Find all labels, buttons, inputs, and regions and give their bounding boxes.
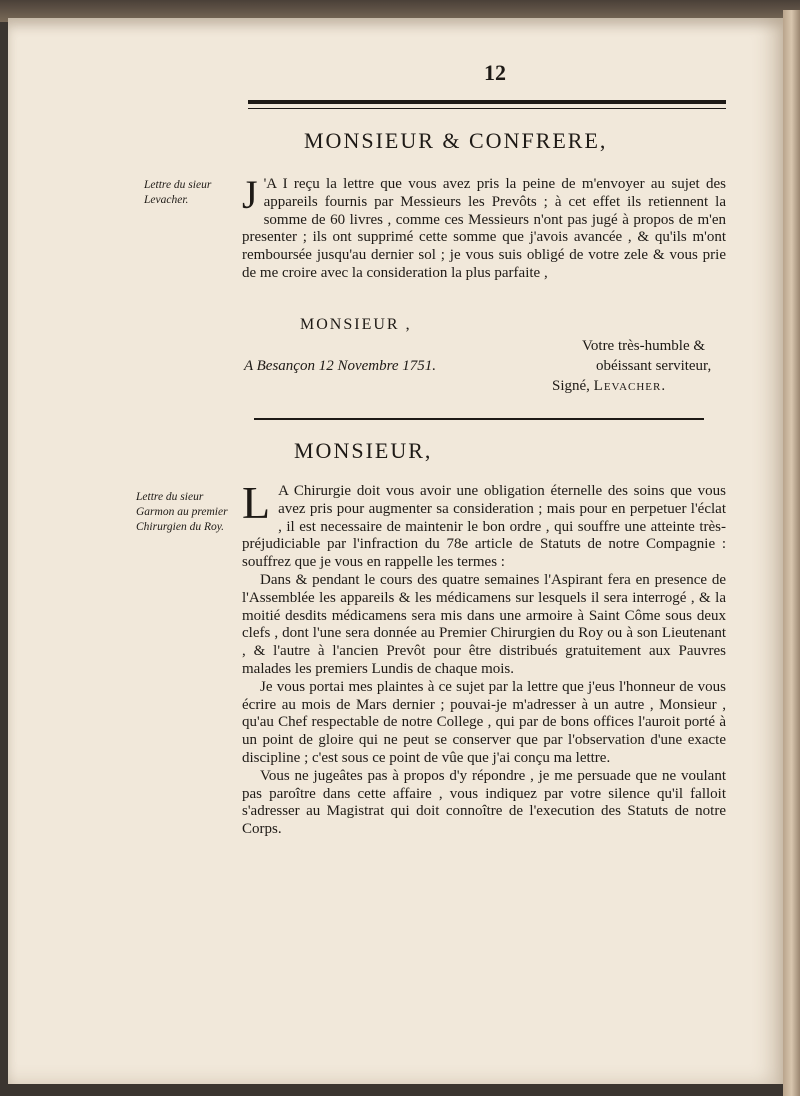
letter2-para-1 xyxy=(242,477,726,572)
page-number: 12 xyxy=(484,60,506,85)
signed-prefix: Signé, xyxy=(552,378,590,394)
letter2-para-2: Dans & pendant le cours des quatre semaines l'Aspirant fera en presence de l'Assemblée les appareils & les médicamens sur lesquels il sera interrogé , & la moitié desdits médicamens sera mis dans une armoire à Saint Côme sous deux clefs , dont l'une sera donnée au Premier Chirurgien du Roy ou à son Lieutenant , & l'autre à l'ancien Prevôt pour être distribués gratuitement aux Pauvres malades les premiers Lundis de chaque mois. xyxy=(242,571,726,677)
letter1-text: 'A I reçu la lettre que vous avez pris la peine de m'envoyer au sujet des appareils fournis par Messieurs les Prevôts ; à cet effet ils retiennent la somme de 60 livres , comme ces Messieurs n'ont pas jugé à propos de m'en presenter ; ils ont supprimé cette somme que j'avois avancée , & qu'ils m'ont remboursée jusqu'au dernier sol ; je vous suis obligé de votre zele & vous prie de me croire avec la consideration la plus parfaite , xyxy=(242,176,726,281)
letter2-para-4: Vous ne jugeâtes pas à propos d'y répondre , je me persuade que ne voulant pas paroître dans cette affaire , vous indiquez par votre silence qu'il falloit s'adresser au Magistrat qui doit connoître de l'execution des Statuts de notre Corps. xyxy=(242,767,726,838)
letter1-closing-2: obéissant serviteur, xyxy=(596,358,712,374)
letter1-margin-note: Lettre du sieur Levacher. xyxy=(144,179,212,206)
letter2-margin-note: Lettre du sieur Garmon au premier Chirurgien du Roy. xyxy=(136,491,228,533)
letter1-closing-1: Votre très-humble & xyxy=(582,338,706,354)
section-rule xyxy=(254,418,704,420)
header-rule-thin xyxy=(248,108,726,109)
letter1-place-date: A Besançon 12 Novembre 1751. xyxy=(244,358,437,374)
letter2-heading: MONSIEUR, xyxy=(294,438,433,463)
letter1-initial: J xyxy=(242,172,258,217)
letter1-signature xyxy=(552,378,666,395)
letter1-salutation: MONSIEUR , xyxy=(300,316,412,333)
letter2-initial: L xyxy=(242,477,271,528)
letter2-para-1-text: A Chirurgie doit vous avoir une obligation éternelle des soins que vous avez pris pour augmenter sa consideration ; mais pour en perpetuer l'éclat , il est necessaire de maintenir le bon ordre , qui souffre une atteinte très-préjudiciable par l'infraction du 78e article de Statuts de notre Compagnie : souffrez que je vous en rappelle les termes : xyxy=(242,483,726,571)
letter1-heading: MONSIEUR & CONFRERE, xyxy=(304,128,608,153)
book-edge-right xyxy=(783,10,800,1096)
letter2-body xyxy=(242,477,726,839)
signer-name: Levacher. xyxy=(593,378,667,394)
header-rule xyxy=(248,100,726,104)
document-page xyxy=(8,18,783,1084)
letter2-para-3: Je vous portai mes plaintes à ce sujet par la lettre que j'eus l'honneur de vous écrire au mois de Mars dernier ; pouvai-je m'adresser à un autre , Monsieur , qu'au Chef respectable de notre College , qui par de bons offices l'auroit porté à un point de gloire qui ne peut se conserver que par l'observation d'une exacte discipline ; c'est sous ce point de vûe que j'ai conçu ma lettre. xyxy=(242,678,726,766)
letter1-body xyxy=(242,172,726,283)
